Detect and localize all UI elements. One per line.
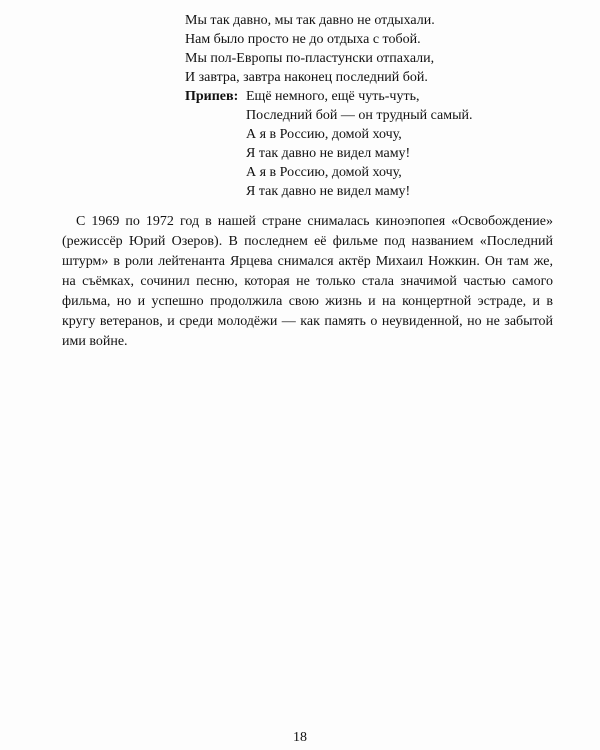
refrain-line: Я так давно не видел маму! <box>246 184 411 199</box>
refrain-line: Я так давно не видел маму! <box>246 146 411 161</box>
page-number: 18 <box>293 730 307 745</box>
refrain-line: А я в Россию, домой хочу, <box>246 127 402 142</box>
refrain-lines <box>246 87 473 201</box>
verse-line: Нам было просто не до отдыха с тобой. <box>185 32 421 47</box>
verse-line: Мы пол-Европы по-пластунски отпахали, <box>185 51 435 66</box>
verse-line: И завтра, завтра наконец последний бой. <box>185 70 428 85</box>
body-paragraph: С 1969 по 1972 год в нашей стране снималась киноэпопея «Освобождение» (режиссёр Юрий Озеров). В последнем её фильме под названием «Последний штурм» в роли лейтенанта Ярцева снимался актёр Михаил Ножкин. Он там же, на съёмках, сочинил песню, которая не только стала значимой частью самого фильма, но и успешно продолжила свою жизнь и на концертной эстраде, и в кругу ветеранов, и среди молодёжи — как память о неувиденной, но не забытой ими войне. <box>62 214 553 349</box>
verse-line: Мы так давно, мы так давно не отдыхали. <box>185 13 435 28</box>
refrain-label: Припев: <box>185 89 239 104</box>
refrain-line: Последний бой — он трудный самый. <box>246 108 473 123</box>
refrain-line: А я в Россию, домой хочу, <box>246 165 402 180</box>
refrain-line: Ещё немного, ещё чуть-чуть, <box>246 89 420 104</box>
song-verse <box>185 11 435 87</box>
